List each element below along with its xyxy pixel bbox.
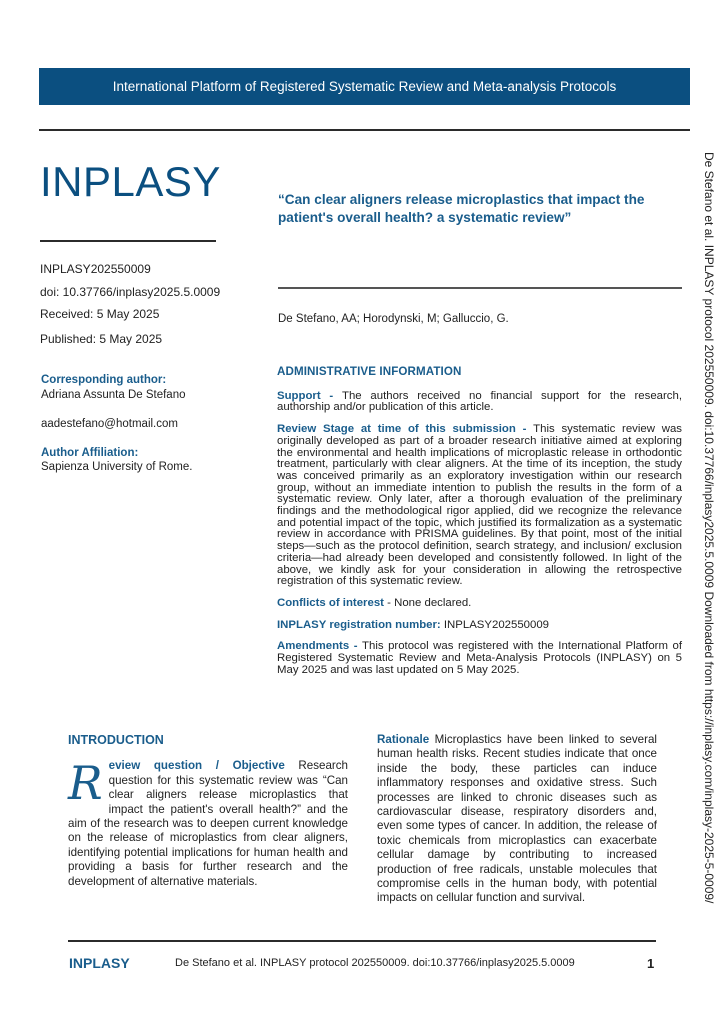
conflicts-text: - None declared. bbox=[383, 596, 472, 609]
amendments-text: This protocol was registered with the International Platform of Registered Systematic Review and Meta-Analysis Protocols (INPLASY) on 5 May 2025 and was last updated on 5 May 2025. bbox=[277, 640, 682, 676]
amendments-label: Amendments - bbox=[277, 640, 363, 653]
article-doi: doi: 10.37766/inplasy2025.5.0009 bbox=[40, 285, 221, 299]
rationale-section bbox=[377, 733, 657, 906]
rationale-paragraph bbox=[377, 733, 657, 906]
conflicts-paragraph bbox=[277, 598, 682, 610]
objective-label: eview question / Objective bbox=[108, 759, 285, 773]
objective-text: Research question for this systematic review was “Can clear aligners release microplastics that impact the patient's overall health?” and the aim of the research was to deepen current knowledge on the release of microplastics from clear aligners, identifying potential implications for human health and providing a basis for further research and the development of alternative materials. bbox=[68, 759, 349, 888]
footer-citation: De Stefano et al. INPLASY protocol 202550009. doi:10.37766/inplasy2025.5.0009 bbox=[175, 957, 575, 969]
article-authors: De Stefano, AA; Horodynski, M; Galluccio, G. bbox=[278, 313, 509, 325]
article-id: INPLASY202550009 bbox=[40, 262, 151, 276]
banner-text: International Platform of Registered Systematic Review and Meta-analysis Protocols bbox=[112, 79, 617, 94]
logo-divider bbox=[40, 240, 216, 242]
corresponding-author-label: Corresponding author: bbox=[41, 374, 167, 386]
affiliation-text: Sapienza University of Rome. bbox=[41, 461, 193, 473]
footer-divider bbox=[68, 940, 656, 942]
corresponding-author-name: Adriana Assunta De Stefano bbox=[41, 389, 186, 401]
review-stage-text: This systematic review was originally developed as part of a broader research initiative aimed at exploring the environmental and health implications of microplastic release in orthodontic treatment, particularly with clear aligners. At the time of its inception, the study was conceived primarily as an exploratory investigation within our research group, without an immediate intention to publish the results in the form of a systematic review. Only later, after a thorough evaluation of the preliminary findings and the methodological rigor applied, did we recognize the relevance and potential impact of the topic, which justified its formalization as a systematic review in accordance with PRISMA guidelines. By that point, most of the initial steps—such as the protocol definition, search strategy, and inclusion/ exclusion criteria—had already been developed and consistently followed. In light of the above, we kindly ask for your consideration in allowing the retrospective registration of this systematic review. bbox=[277, 423, 683, 588]
support-label: Support - bbox=[277, 389, 343, 402]
inplasy-logo: INPLASY bbox=[40, 158, 221, 205]
conflicts-label: Conflicts of interest bbox=[277, 596, 384, 609]
registration-label: INPLASY registration number: bbox=[277, 618, 444, 631]
registration-paragraph bbox=[277, 620, 682, 632]
amendments-paragraph bbox=[277, 641, 682, 676]
introduction-section bbox=[68, 733, 348, 889]
introduction-heading: INTRODUCTION bbox=[68, 733, 164, 747]
dropcap-letter: R bbox=[68, 756, 103, 811]
affiliation-label: Author Affiliation: bbox=[41, 447, 139, 459]
registration-value: INPLASY202550009 bbox=[443, 618, 550, 631]
support-paragraph bbox=[277, 391, 682, 414]
administrative-information bbox=[277, 366, 682, 686]
review-stage-label: Review Stage at time of this submission - bbox=[277, 423, 534, 436]
side-watermark: De Stefano et al. INPLASY protocol 202550009. doi:10.37766/inplasy2025.5.0009 Downloaded from https://inplasy.com/inplasy-2025-5-0009/ bbox=[702, 152, 716, 904]
published-date: Published: 5 May 2025 bbox=[40, 332, 163, 346]
footer-logo: INPLASY bbox=[69, 955, 130, 971]
title-divider bbox=[278, 287, 682, 289]
review-stage-paragraph bbox=[277, 424, 682, 588]
corresponding-author-email[interactable]: aadestefano@hotmail.com bbox=[41, 418, 178, 430]
admin-heading: ADMINISTRATIVE INFORMATION bbox=[277, 365, 462, 378]
received-date: Received: 5 May 2025 bbox=[40, 307, 160, 321]
header-banner bbox=[39, 68, 690, 105]
page-number: 1 bbox=[647, 956, 655, 971]
header-divider bbox=[39, 129, 690, 131]
article-title: “Can clear aligners release microplastics that impact the patient's overall health? a systematic review” bbox=[278, 192, 645, 225]
rationale-text: Microplastics have been linked to several human health risks. Recent studies indicate that once inside the body, these particles can induce inflammatory responses and oxidative stress. Such processes are linked to chronic diseases such as cardiovascular disease, respiratory disorders and, even some types of cancer. In addition, the release of toxic chemicals from microplastics can exacerbate cellular damage by contributing to increased production of free radicals, unstable molecules that compromise cells in the human body, with potential impacts on cellular function and survival. bbox=[377, 733, 657, 905]
objective-paragraph bbox=[68, 756, 349, 889]
support-text: The authors received no financial support for the research, authorship and/or publication of this article. bbox=[277, 389, 682, 414]
rationale-label: Rationale bbox=[377, 733, 430, 746]
